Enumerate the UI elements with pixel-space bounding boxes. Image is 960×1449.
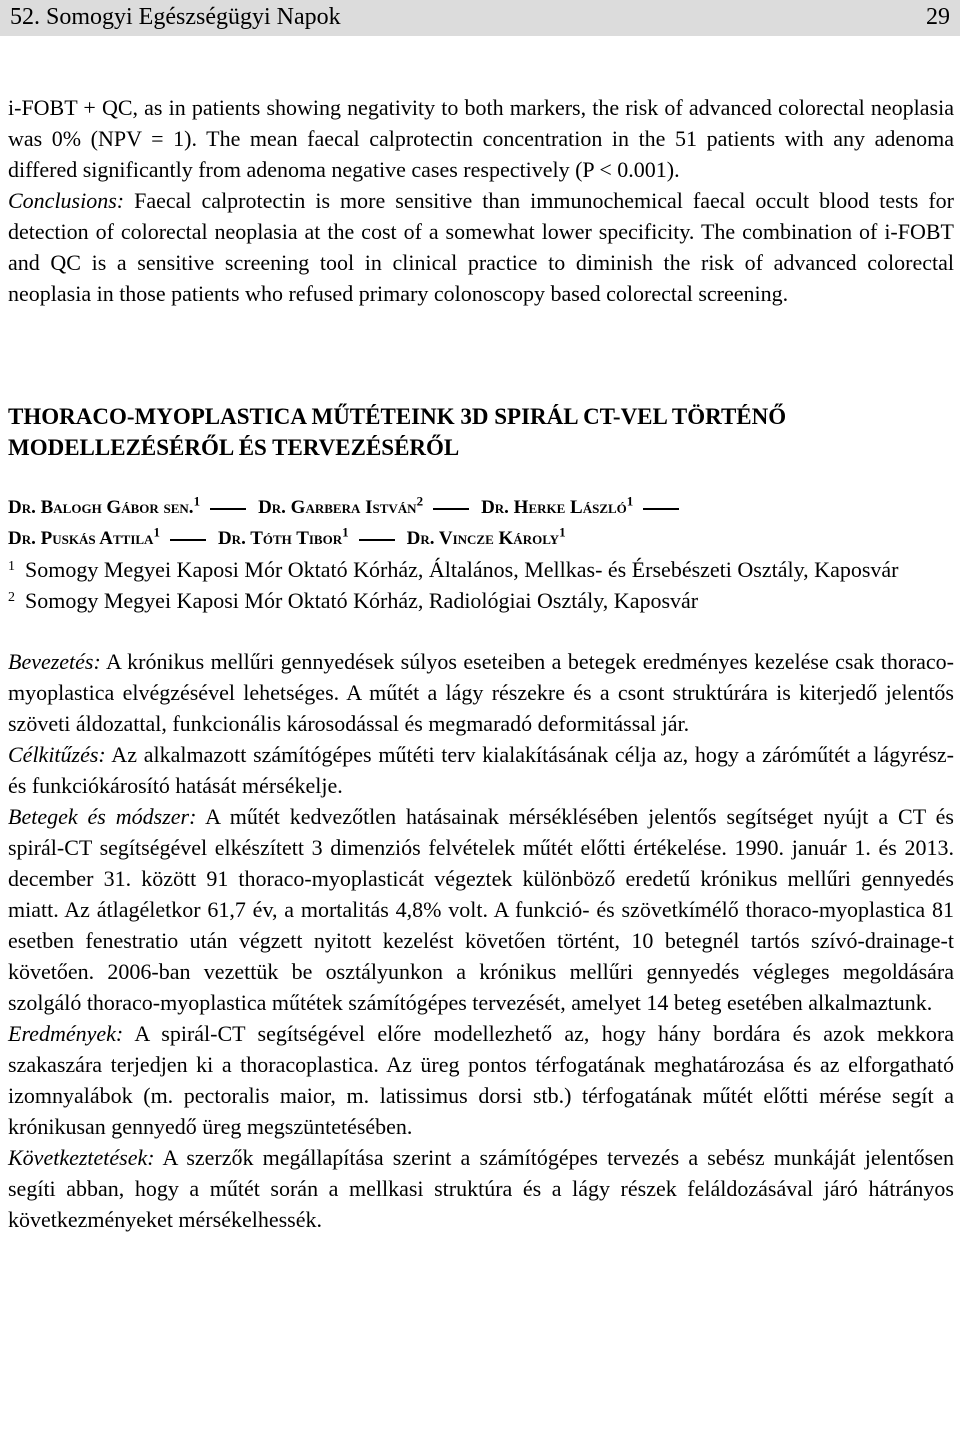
section-text: A szerzők megállapítása szerint a számítógépes tervezés a sebész munkáját jelentősen segíti abban, hogy a műtét során a mellkasi struktúra és a lágy részek feláldozásával járó hátrányos következményeket mérsékelhessék.	[8, 1145, 954, 1232]
section-conclusions	[8, 1142, 954, 1235]
abstract-body	[8, 646, 954, 1235]
affiliation-number: 1	[8, 559, 15, 574]
section-results	[8, 1018, 954, 1142]
page-content	[8, 92, 954, 1235]
section-text: A krónikus mellűri gennyedések súlyos eseteiben a betegek eredményes kezelése csak thoraco-myoplastica elvégzésével lehetséges. A műtét a lágy részekre és a csont struktúrára is kiterjedő jelentős szöveti áldozattal, funkcionális károsodással és megmaradó deformitással jár.	[8, 649, 954, 736]
section-label: Célkitűzés:	[8, 742, 106, 767]
author-separator-dash	[170, 539, 206, 541]
section-label: Eredmények:	[8, 1021, 124, 1046]
author-name: Dr. Balogh Gábor sen.	[8, 497, 194, 518]
author-separator-dash	[643, 508, 679, 510]
section-methods	[8, 801, 954, 1018]
previous-abstract-continuation: i-FOBT + QC, as in patients showing negativity to both markers, the risk of advanced colorectal neoplasia was 0% (NPV = 1). The mean faecal calprotectin concentration in the 51 patients with any adenoma differed significantly from adenoma negative cases respectively (P < 0.001).	[8, 95, 954, 182]
section-introduction	[8, 646, 954, 739]
running-header	[0, 0, 960, 36]
affiliation-number: 2	[8, 590, 15, 605]
section-text: A műtét kedvezőtlen hatásainak mérséklésében jelentős segítséget nyújt a CT és spirál-CT segítségével elkészített 3 dimenziós felvételek műtét előtti értékelése. 1990. január 1. és 2013. december 31. között 91 thoraco-myoplasticát végeztek különböző eredetű krónikus mellűri gennyedés miatt. Az átlagéletkor 61,7 év, a mortalitás 4,8% volt. A funkció- és szövetkímélő thoraco-myoplastica 81 esetben fenestratio után végzett nyitott kezelést követően történt, 10 betegnél tartós szívó-drainage-t követően. 2006-ban vezettük be osztályunkon a krónikus mellűri gennyedés végleges megoldására szolgáló thoraco-myoplastica műtétek számítógépes tervezését, amelyet 14 beteg esetében alkalmaztunk.	[8, 804, 954, 1015]
section-label: Bevezetés:	[8, 649, 101, 674]
author-list	[8, 492, 954, 554]
affiliation-list	[8, 554, 954, 616]
section-text: A spirál-CT segítségével előre modellezhető az, hogy hány bordára és azok mekkora szakaszára terjedjen ki a thoracoplastica. Az üreg pontos térfogatának meghatározása és az elforgatható izomnyalábok (m. pectoralis maior, m. latissimus dorsi stb.) térfogatának műtét előtti mérése segít a krónikusan gennyedő üreg megszüntetésében.	[8, 1021, 954, 1139]
author-affiliation-mark: 1	[626, 493, 634, 509]
affiliation-item	[8, 585, 954, 616]
header-title: 52. Somogyi Egészségügyi Napok	[10, 4, 341, 30]
author-affiliation-mark: 1	[193, 493, 201, 509]
author-name: Dr. Herke László	[481, 497, 627, 518]
author-affiliation-mark: 1	[342, 524, 349, 540]
author-separator-dash	[359, 539, 395, 541]
abstract-title: THORACO-MYOPLASTICA MŰTÉTEINK 3D SPIRÁL CT-VEL TÖRTÉNŐ MODELLEZÉSÉRŐL ÉS TERVEZÉSÉRŐL	[8, 404, 787, 460]
section-text: Az alkalmazott számítógépes műtéti terv kialakításának célja az, hogy a záróműtét a lágyrész- és funkciókárosító hatását mérsékelje.	[8, 742, 954, 798]
conclusions-label: Conclusions:	[8, 188, 125, 213]
affiliation-text: Somogy Megyei Kaposi Mór Oktató Kórház, Általános, Mellkas- és Érsebészeti Osztály, Kaposvár	[25, 557, 899, 582]
section-label: Következtetések:	[8, 1145, 155, 1170]
author-name: Dr. Vincze Károly	[406, 528, 560, 549]
author-name: Dr. Puskás Attila	[8, 528, 154, 549]
author-affiliation-mark: 2	[416, 493, 424, 509]
affiliation-item	[8, 554, 954, 585]
conclusions-paragraph	[8, 185, 954, 309]
affiliation-text: Somogy Megyei Kaposi Mór Oktató Kórház, Radiológiai Osztály, Kaposvár	[25, 588, 699, 613]
author-line-2	[8, 523, 954, 554]
author-affiliation-mark: 1	[153, 524, 160, 540]
author-separator-dash	[433, 508, 469, 510]
author-separator-dash	[210, 508, 246, 510]
author-name: Dr. Garbera István	[258, 497, 417, 518]
author-affiliation-mark: 1	[559, 524, 566, 540]
page-number: 29	[926, 4, 950, 30]
author-name: Dr. Tóth Tibor	[217, 528, 343, 549]
author-line-1	[8, 492, 954, 523]
conclusions-text: Faecal calprotectin is more sensitive than immunochemical faecal occult blood tests for detection of colorectal neoplasia at the cost of a somewhat lower specificity. The combination of i-FOBT and QC is a sensitive screening tool in clinical practice to diminish the risk of advanced colorectal neoplasia in those patients who refused primary colonoscopy based colorectal screening.	[8, 188, 954, 306]
section-label: Betegek és módszer:	[8, 804, 197, 829]
section-objective	[8, 739, 954, 801]
